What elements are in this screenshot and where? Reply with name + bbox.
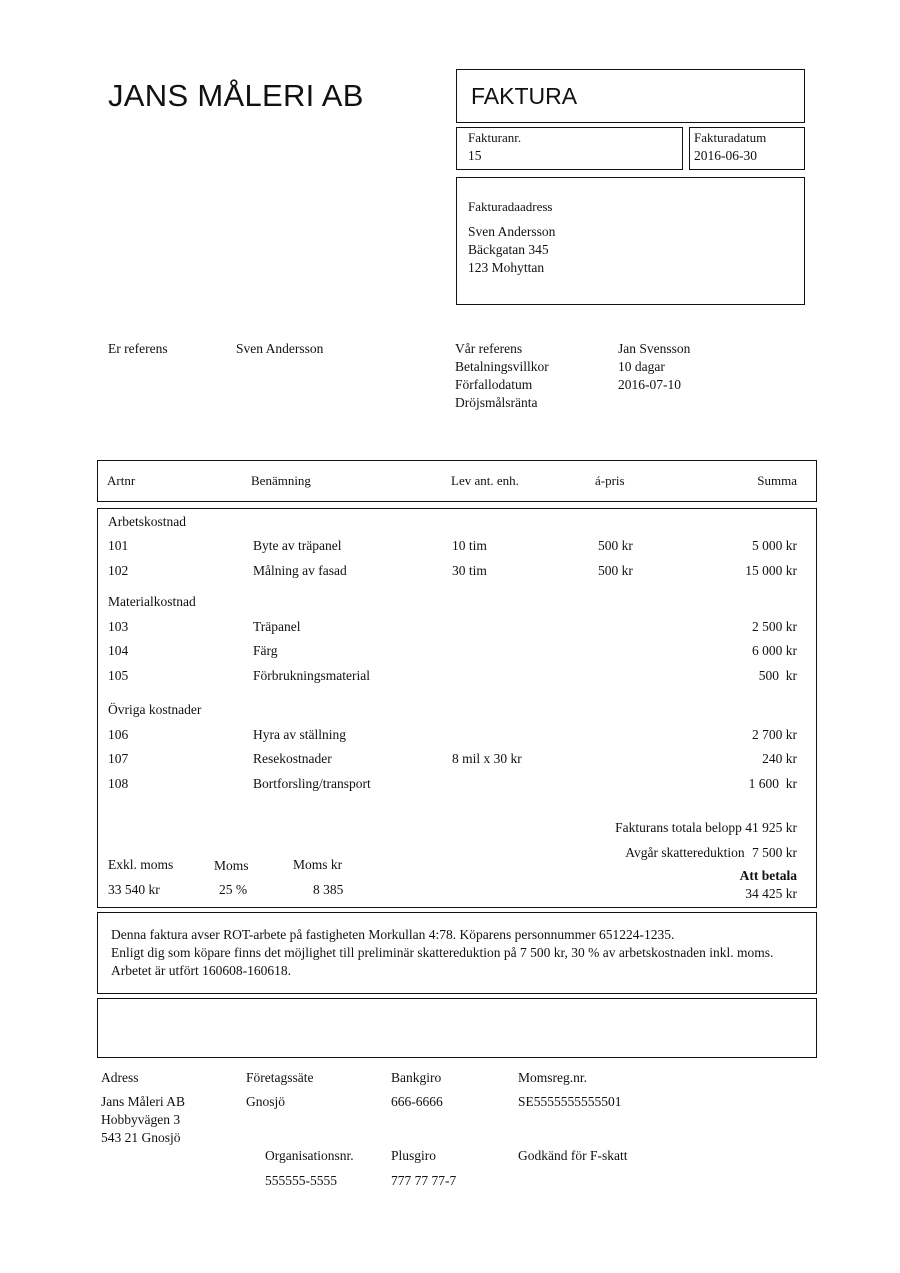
row-artnr: 104 <box>108 643 129 658</box>
col-sum: Summa <box>757 473 797 488</box>
row-artnr: 101 <box>108 538 129 553</box>
row-name: Byte av träpanel <box>253 538 342 553</box>
row-sum: 6 000 kr <box>752 643 797 658</box>
company-name: JANS MÅLERI AB <box>108 78 364 113</box>
row-qty: 10 tim <box>452 538 487 553</box>
to-pay-value: 34 425 kr <box>745 886 797 901</box>
invoice-date: 2016-06-30 <box>694 148 757 163</box>
row-name: Målning av fasad <box>253 563 347 578</box>
table-body <box>97 508 817 908</box>
footer-vat-reg-label: Momsreg.nr. <box>518 1070 587 1085</box>
row-artnr: 108 <box>108 776 129 791</box>
col-price: á-pris <box>595 473 625 488</box>
payment-terms-value: 10 dagar <box>618 359 665 374</box>
row-sum: 500 kr <box>758 668 797 683</box>
section-title: Arbetskostnad <box>108 514 186 529</box>
due-date-value: 2016-07-10 <box>618 377 681 392</box>
invoice-total-label: Fakturans totala belopp <box>615 820 742 835</box>
er-referens-label: Er referens <box>108 341 168 356</box>
footer-bankgiro-value: 666-6666 <box>391 1094 443 1109</box>
due-date-label: Förfallodatum <box>455 377 533 392</box>
note-line: Denna faktura avser ROT-arbete på fastigheten Morkullan 4:78. Köparens personnummer 651224-1235. <box>111 927 675 942</box>
footer-address-label: Adress <box>101 1070 139 1085</box>
row-name: Träpanel <box>253 619 301 634</box>
invoice-title-box <box>456 69 805 123</box>
row-name: Bortforsling/transport <box>253 776 371 791</box>
row-artnr: 103 <box>108 619 129 634</box>
row-artnr: 107 <box>108 751 129 766</box>
row-sum: 240 kr <box>762 751 797 766</box>
footer-seat-value: Gnosjö <box>246 1094 286 1109</box>
row-name: Färg <box>253 643 278 658</box>
footer-org-value: 555555-5555 <box>265 1173 337 1188</box>
row-name: Hyra av ställning <box>253 727 346 742</box>
col-artnr: Artnr <box>107 473 136 488</box>
row-name: Förbrukningsmaterial <box>253 668 370 683</box>
empty-box <box>97 998 817 1058</box>
note-line: Arbetet är utfört 160608-160618. <box>111 963 291 978</box>
table-header <box>97 460 817 502</box>
col-name: Benämning <box>251 473 311 488</box>
invoice-title: FAKTURA <box>471 83 578 109</box>
footer-fskatt-label: Godkänd för F-skatt <box>518 1148 628 1163</box>
row-artnr: 106 <box>108 727 129 742</box>
billing-address-line: Sven Andersson <box>468 224 556 239</box>
row-artnr: 102 <box>108 563 129 578</box>
footer-seat-label: Företagssäte <box>246 1070 314 1085</box>
late-interest-label: Dröjsmålsränta <box>455 395 538 410</box>
note-line: Enligt dig som köpare finns det möjlighet till preliminär skattereduktion på 7 500 kr, 30 % av arbetskostnaden inkl. moms. <box>111 945 774 960</box>
section-title: Materialkostnad <box>108 594 196 609</box>
row-sum: 1 600 kr <box>748 776 797 791</box>
footer-bankgiro-label: Bankgiro <box>391 1070 442 1085</box>
footer-address-line: 543 21 Gnosjö <box>101 1130 181 1145</box>
footer-plusgiro-value: 777 77 77-7 <box>391 1173 457 1188</box>
tax-reduction-value: 7 500 kr <box>752 845 797 860</box>
excl-vat-value: 33 540 kr <box>108 882 160 897</box>
footer-address-line: Jans Måleri AB <box>101 1094 185 1109</box>
row-sum: 2 500 kr <box>752 619 797 634</box>
invoice-number-box <box>456 127 683 170</box>
row-name: Resekostnader <box>253 751 332 766</box>
invoice-number: 15 <box>468 148 482 163</box>
var-referens-label: Vår referens <box>455 341 523 356</box>
payment-terms-label: Betalningsvillkor <box>455 359 549 374</box>
vat-kr-value: 8 385 <box>313 882 344 897</box>
row-qty: 8 mil x 30 kr <box>452 751 522 766</box>
section-title: Övriga kostnader <box>108 702 202 717</box>
excl-vat-label: Exkl. moms <box>108 857 174 872</box>
vat-label: Moms <box>214 858 249 873</box>
billing-address-label: Fakturadaadress <box>468 199 553 214</box>
notes-box <box>97 912 817 994</box>
tax-reduction <box>625 845 797 861</box>
billing-address-line: Bäckgatan 345 <box>468 242 549 257</box>
footer-address-line: Hobbyvägen 3 <box>101 1112 181 1127</box>
vat-value: 25 % <box>219 882 248 897</box>
col-qty: Lev ant. enh. <box>451 473 519 488</box>
invoice-total-value: 41 925 kr <box>745 820 797 835</box>
footer-vat-reg-value: SE5555555555501 <box>518 1094 622 1109</box>
vat-kr-label: Moms kr <box>293 857 343 872</box>
tax-reduction-label: Avgår skattereduktion <box>625 845 745 860</box>
row-artnr: 105 <box>108 668 129 683</box>
row-sum: 2 700 kr <box>752 727 797 742</box>
footer-org-label: Organisationsnr. <box>265 1148 354 1163</box>
invoice-total <box>615 820 797 836</box>
row-qty: 30 tim <box>452 563 487 578</box>
row-sum: 5 000 kr <box>752 538 797 553</box>
footer-plusgiro-label: Plusgiro <box>391 1148 437 1163</box>
to-pay-label: Att betala <box>739 868 797 883</box>
row-price: 500 kr <box>598 538 633 553</box>
var-referens-value: Jan Svensson <box>618 341 691 356</box>
billing-address-box <box>456 177 805 305</box>
er-referens-value: Sven Andersson <box>236 341 324 356</box>
invoice-date-box <box>689 127 805 170</box>
billing-address-line: 123 Mohyttan <box>468 260 545 275</box>
row-price: 500 kr <box>598 563 633 578</box>
invoice-number-label: Fakturanr. <box>468 130 522 145</box>
invoice-date-label: Fakturadatum <box>694 130 767 145</box>
row-sum: 15 000 kr <box>745 563 797 578</box>
